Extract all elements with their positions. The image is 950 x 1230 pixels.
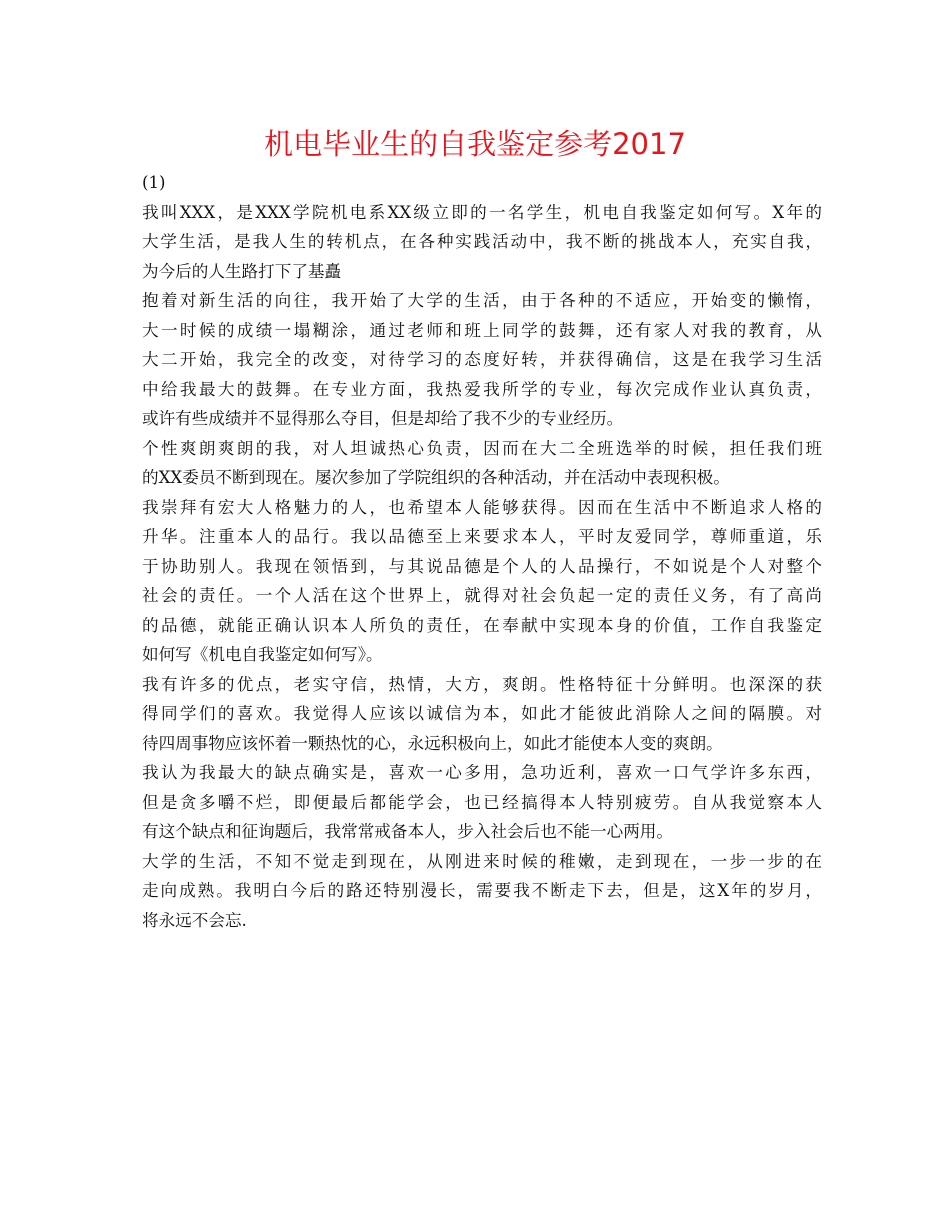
body-line: 或许有些成绩并不显得那么夺目，但是却给了我不少的专业经历。 [142, 409, 624, 428]
body-line: (1) [142, 173, 166, 192]
body-line: 待四周事物应该怀着一颗热忱的心，永远积极向上，如此才能使本人变的爽朗。 [142, 733, 723, 753]
body-line: 的XX委员不断到现在。屡次参加了学院组织的各种活动，并在活动中表现积极。 [142, 468, 730, 487]
body-line: 将永远不会忘. [142, 910, 247, 930]
body-line: 社会的责任。一个人活在这个世界上，就得对社会负起一定的责任义务，有了高尚 [142, 586, 822, 605]
document-title: 机电毕业生的自我鉴定参考2017 [264, 127, 686, 161]
body-line: 我有许多的优点，老实守信，热情，大方，爽朗。性格特征十分鲜明。也深深的获 [142, 674, 822, 694]
body-line: 得同学们的喜欢。我觉得人应该以诚信为本，如此才能彼此消除人之间的隔膜。对 [142, 704, 822, 723]
body-line: 大二开始，我完全的改变，对待学习的态度好转，并获得确信，这是在我学习生活 [142, 350, 822, 369]
body-line: 我叫XXX，是XXX学院机电系XX级立即的一名学生，机电自我鉴定如何写。X年的 [142, 202, 822, 222]
body-line: 大学生活，是我人生的转机点，在各种实践活动中，我不断的挑战本人，充实自我， [142, 232, 822, 251]
body-line: 如何写《机电自我鉴定如何写》。 [142, 645, 383, 664]
body-line: 但是贪多嚼不烂，即便最后都能学会，也已经搞得本人特别疲劳。自从我觉察本人 [142, 792, 822, 812]
body-line: 于协助别人。我现在领悟到，与其说品德是个人的人品操行，不如说是个人对整个 [142, 556, 822, 576]
body-line: 的品德，就能正确认识本人所负的责任，在奉献中实现本身的价值，工作自我鉴定 [142, 615, 822, 635]
body-line: 大学的生活，不知不觉走到现在，从刚进来时候的稚嫩，走到现在，一步一步的在 [142, 851, 822, 871]
body-line: 为今后的人生路打下了基矗 [142, 261, 342, 281]
body-line: 走向成熟。我明白今后的路还特别漫长，需要我不断走下去，但是，这X年的岁月， [142, 881, 822, 900]
document-body [142, 168, 822, 935]
body-line: 升华。注重本人的品行。我以品德至上来要求本人，平时友爱同学，尊师重道，乐 [142, 527, 822, 546]
body-line: 我崇拜有宏大人格魅力的人，也希望本人能够获得。因而在生活中不断追求人格的 [142, 497, 822, 517]
body-line: 抱着对新生活的向往，我开始了大学的生活，由于各种的不适应，开始变的懒惰， [142, 291, 822, 310]
body-line: 我认为我最大的缺点确实是，喜欢一心多用，急功近利，喜欢一口气学许多东西， [142, 763, 822, 782]
body-line: 个性爽朗爽朗的我，对人坦诚热心负责，因而在大二全班选举的时候，担任我们班 [142, 438, 822, 458]
body-line: 有这个缺点和征询题后，我常常戒备本人，步入社会后也不能一心两用。 [142, 822, 673, 841]
body-line: 中给我最大的鼓舞。在专业方面，我热爱我所学的专业，每次完成作业认真负责， [142, 379, 822, 399]
body-line: 大一时候的成绩一塌糊涂，通过老师和班上同学的鼓舞，还有家人对我的教育，从 [142, 320, 822, 340]
